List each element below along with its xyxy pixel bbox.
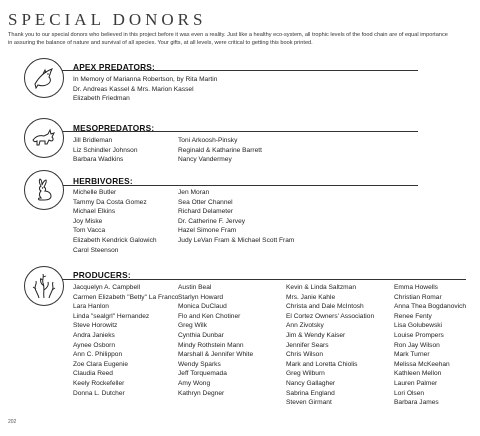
list-item: Ron Jay Wilson	[394, 341, 440, 349]
list-item: Christa and Dale McIntosh	[286, 303, 364, 311]
list-item: Richard Delameter	[178, 208, 233, 216]
meso-icon-circle	[24, 118, 64, 158]
list-item: Barbara Wadkins	[73, 156, 124, 164]
list-item: Austin Beal	[178, 284, 212, 291]
list-item: Dr. Catherine F. Jervey	[178, 217, 246, 225]
list-item: Michelle Butler	[73, 189, 117, 196]
meso-col-1	[73, 136, 138, 165]
list-item: Keely Rockefeller	[73, 379, 125, 387]
list-item: Ann C. Philippon	[73, 351, 123, 359]
list-item: Zoe Clara Eugenie	[73, 360, 128, 368]
herb-icon-circle	[24, 170, 64, 210]
fox-icon	[30, 126, 58, 150]
list-item: Jeff Torquemada	[178, 370, 227, 378]
list-item: Reginald & Katharine Barrett	[178, 146, 262, 154]
list-item: Toni Arkoosh-Pinsky	[178, 137, 238, 144]
list-item: Tammy Da Costa Gomez	[73, 198, 147, 206]
list-item: Wendy Sparks	[178, 360, 221, 368]
meso-heading: MESOPREDATORS:	[73, 123, 155, 133]
seaweed-icon	[31, 272, 57, 300]
list-item: Marshall & Jennifer White	[178, 351, 254, 359]
apex-icon-circle	[24, 58, 64, 98]
list-item: Dr. Andreas Kassel & Mrs. Marion Kassel	[73, 85, 194, 93]
list-item: Cynthia Dunbar	[178, 331, 224, 339]
list-item: El Cortez Owners' Association	[286, 312, 375, 320]
list-item: Sea Otter Channel	[178, 198, 233, 206]
list-item: Mark and Loretta Chiolis	[286, 360, 358, 368]
list-item: Christian Romar	[394, 293, 442, 301]
producers-col-4	[394, 283, 466, 408]
intro-text: Thank you to our special donors who believed in this project before it was even a reality. Just like a healthy eco-system, all trophic levels of the food chain are of equal importance in assuring the balance of nature and survival of all species. Your gifts, at all levels, were critical to getting this book printed.	[8, 32, 448, 46]
list-item: In Memory of Marianna Robertson, by Rita Martin	[73, 76, 218, 83]
list-item: Mindy Rothstein Mann	[178, 341, 244, 349]
list-item: Jill Bridleman	[73, 137, 113, 144]
list-item: Elizabeth Kendrick Galowich	[73, 236, 157, 244]
list-item: Flo and Ken Chotiner	[178, 312, 241, 320]
producers-heading: PRODUCERS:	[73, 270, 131, 280]
rabbit-icon	[32, 177, 56, 203]
list-item: Lauren Palmer	[394, 379, 438, 387]
list-item: Sabrina England	[286, 389, 335, 397]
list-item: Mark Turner	[394, 351, 430, 359]
list-item: Mrs. Janie Kahle	[286, 293, 336, 301]
list-item: Jim & Wendy Kaiser	[286, 331, 346, 339]
list-item: Steven Girmant	[286, 399, 332, 407]
list-item: Emma Howells	[394, 284, 438, 291]
list-item: Steve Horowitz	[73, 322, 118, 330]
list-item: Melissa McKeehan	[394, 360, 450, 368]
list-item: Hazel Simone Fram	[178, 227, 237, 235]
list-item: Jacquelyn A. Campbell	[73, 284, 141, 291]
page-number: 202	[8, 419, 17, 425]
producers-icon-circle	[24, 266, 64, 306]
list-item: Starlyn Howard	[178, 293, 224, 301]
list-item: Aynee Osborn	[73, 341, 116, 349]
list-item: Carol Steenson	[73, 246, 119, 254]
list-item: Lara Hanlon	[73, 303, 109, 311]
list-item: Nancy Vandermey	[178, 156, 232, 164]
list-item: Louise Prompers	[394, 331, 444, 339]
list-item: Carmen Elizabeth "Betty" La Franco	[73, 293, 179, 301]
list-item: Michael Elkins	[73, 208, 116, 216]
list-item: Joy Miske	[73, 217, 103, 225]
list-item: Jen Moran	[178, 189, 210, 196]
producers-col-2	[178, 283, 253, 398]
list-item: Ann Zivotsky	[286, 322, 324, 330]
list-item: Lori Olsen	[394, 389, 425, 397]
producers-col-3	[286, 283, 374, 408]
list-item: Greg Wilk	[178, 322, 207, 330]
list-item: Andra Janieks	[73, 331, 115, 339]
list-item: Chris Wilson	[286, 351, 324, 359]
list-item: Liz Schindler Johnson	[73, 146, 138, 154]
list-item: Monica DuClaud	[178, 303, 227, 311]
producers-col-1	[73, 283, 178, 398]
list-item: Nancy Gallagher	[286, 379, 336, 387]
herb-col-1	[73, 188, 157, 255]
list-item: Anna Thea Bogdanovich	[394, 303, 467, 311]
meso-col-2	[178, 136, 262, 165]
herb-col-2	[178, 188, 294, 246]
apex-col-1	[73, 75, 217, 104]
list-item: Renee Fenty	[394, 312, 432, 320]
list-item: Linda "sealgrl" Hernandez	[73, 312, 150, 320]
list-item: Lisa Golubewski	[394, 322, 443, 330]
list-item: Elizabeth Friedman	[73, 95, 130, 103]
apex-heading: APEX PREDATORS:	[73, 62, 155, 72]
list-item: Jennifer Sears	[286, 341, 329, 349]
list-item: Donna L. Dutcher	[73, 389, 125, 397]
list-item: Judy LeVan Fram & Michael Scott Fram	[178, 236, 295, 244]
list-item: Greg Wilburn	[286, 370, 325, 378]
shark-icon	[31, 65, 57, 91]
list-item: Tom Vacca	[73, 227, 106, 235]
list-item: Claudia Reed	[73, 370, 113, 378]
list-item: Amy Wong	[178, 379, 211, 387]
list-item: Barbara James	[394, 399, 439, 407]
herb-heading: HERBIVORES:	[73, 176, 133, 186]
page-title: SPECIAL DONORS	[8, 10, 207, 29]
list-item: Kevin & Linda Saltzman	[286, 284, 357, 291]
list-item: Kathleen Mellon	[394, 370, 442, 378]
list-item: Kathryn Degner	[178, 389, 225, 397]
